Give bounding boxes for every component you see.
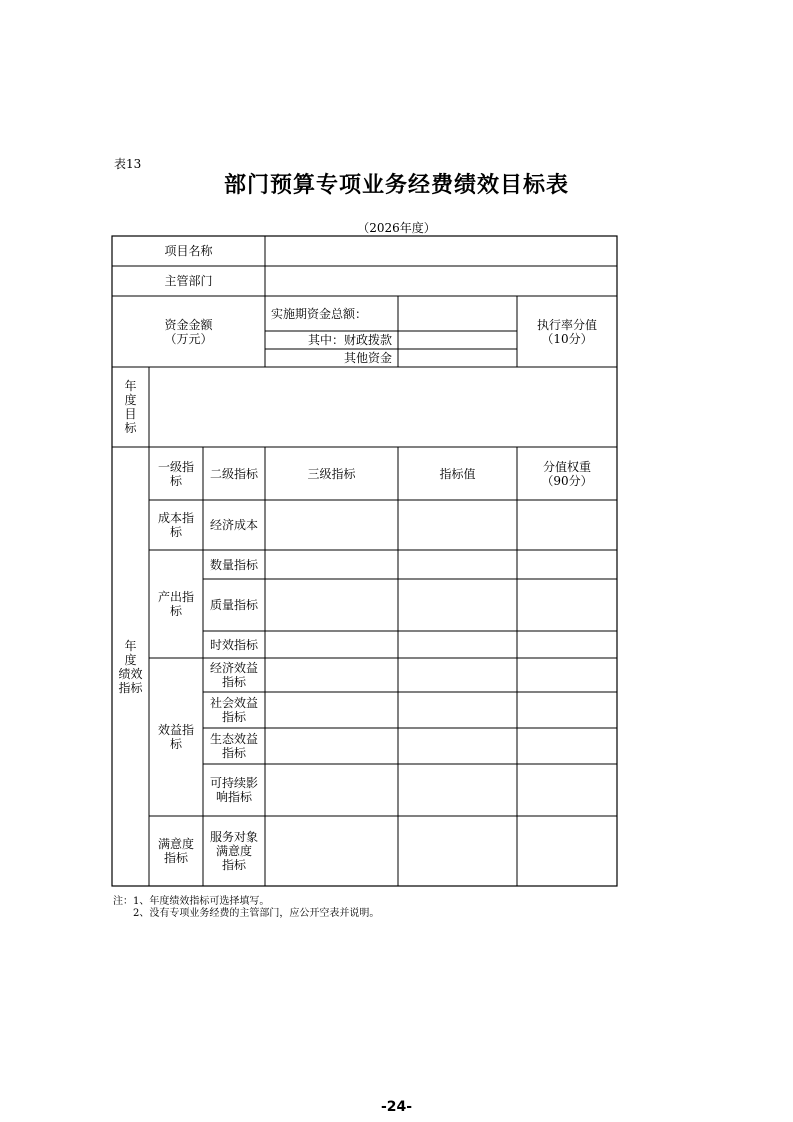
project-name-label: 项目名称: [164, 244, 213, 258]
dept-field[interactable]: [265, 266, 617, 296]
funds-label: 资金金额 （万元）: [164, 317, 213, 346]
level1-output: 产出指 标: [157, 590, 194, 618]
indicator-row-input[interactable]: [265, 728, 617, 764]
notes: [113, 896, 379, 920]
level1-satisfaction: 满意度 指标: [157, 837, 194, 865]
indicator-row-input[interactable]: [265, 550, 617, 579]
indicator-row-input[interactable]: [265, 658, 617, 692]
indicator-row-input[interactable]: [265, 579, 617, 631]
level2-social-benefit: 社会效益 指标: [209, 696, 258, 724]
level2-eco-benefit: 生态效益 指标: [209, 732, 258, 760]
header-weight: 分值权重 （90分）: [541, 459, 593, 488]
level2-economic-benefit: 经济效益 指标: [209, 661, 258, 689]
level2-quantity: 数量指标: [209, 557, 258, 572]
level1-benefit: 效益指 标: [157, 723, 194, 751]
indicator-row-input[interactable]: [265, 631, 617, 658]
level2-quality: 质量指标: [209, 598, 258, 612]
other-funds-field[interactable]: [398, 349, 517, 367]
indicator-row-input[interactable]: [265, 500, 617, 550]
level1-cost: 成本指 标: [157, 511, 194, 539]
annual-perf-label: 年 度 绩效 指标: [118, 638, 143, 695]
header-value: 指标值: [439, 466, 476, 481]
project-name-field[interactable]: [265, 236, 617, 266]
annual-goal-field[interactable]: [149, 367, 617, 447]
other-funds-label: 其他资金: [343, 351, 392, 365]
level2-timeliness: 时效指标: [209, 637, 258, 652]
exec-rate-label: 执行率分值 （10分）: [536, 317, 597, 346]
page-number: -24-: [380, 1099, 413, 1115]
fiscal-field[interactable]: [398, 331, 517, 349]
dept-label: 主管部门: [164, 274, 213, 288]
level2-economic-cost: 经济成本: [209, 518, 258, 532]
total-funds-label: 实施期资金总额：: [271, 306, 368, 321]
header-level3: 三级指标: [307, 466, 356, 481]
indicator-row-input[interactable]: [265, 816, 617, 886]
total-funds-field[interactable]: [398, 296, 517, 331]
fiscal-label: 其中：财政拨款: [307, 333, 392, 347]
page-title: 部门预算专项业务经费绩效目标表: [223, 173, 569, 198]
level2-service-satisfaction: 服务对象 满意度 指标: [209, 830, 258, 872]
year-label: （2026年度）: [357, 221, 436, 235]
header-level2: 二级指标: [209, 466, 258, 481]
annual-goal-label: 年 度 目 标: [124, 379, 137, 435]
table-label: 表13: [114, 157, 142, 171]
indicator-row-input[interactable]: [265, 764, 617, 816]
note-line-1: 注：1、年度绩效指标可选择填写。: [113, 896, 270, 907]
indicator-row-input[interactable]: [265, 692, 617, 728]
note-line-2: 2、没有专项业务经费的主管部门，应公开空表并说明。: [113, 908, 380, 919]
level2-sustainable: 可持续影 响指标: [209, 776, 258, 804]
header-level1: 一级指 标: [157, 459, 194, 488]
